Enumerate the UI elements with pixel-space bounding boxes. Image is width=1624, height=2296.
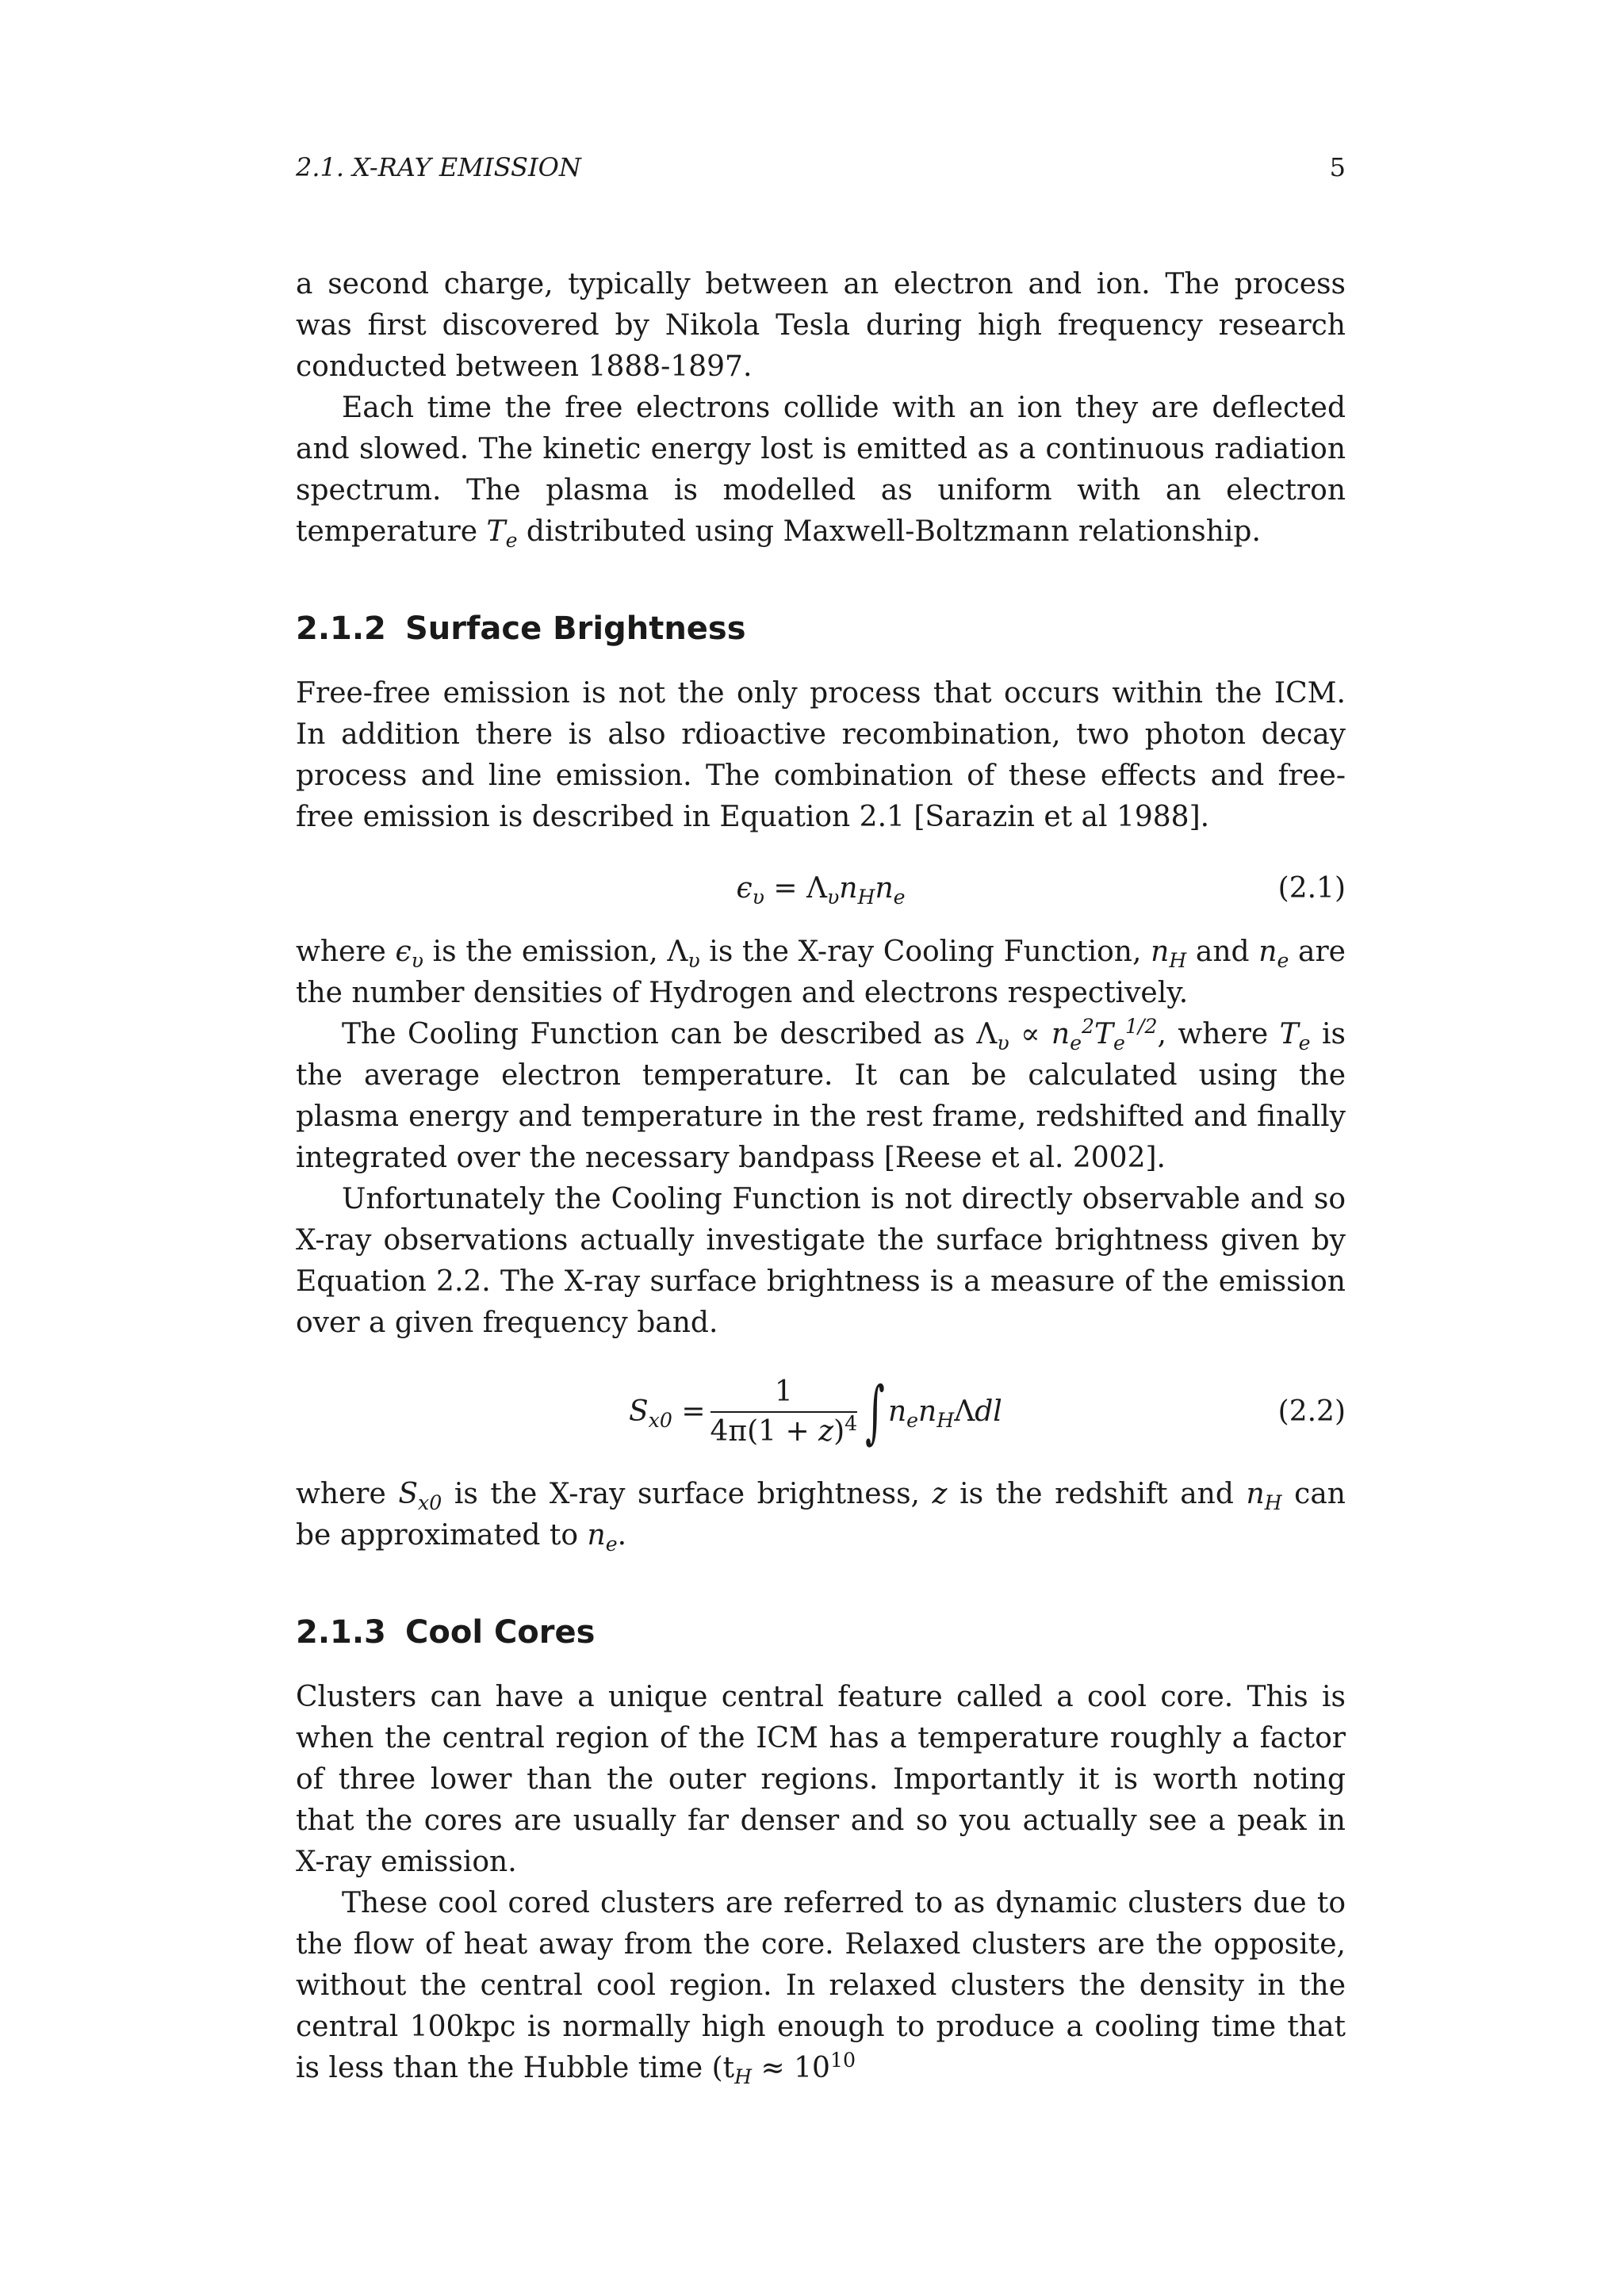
page-header — [296, 152, 1346, 192]
paragraph: These cool cored clusters are referred to as dynamic clusters due to the flow of heat away from the core. Relaxed clusters are the opposite, without the central cool region. In relaxed clusters the density in the central 100kpc is normally high enough to produce a cooling time that is less than the Hubble time ($t_H \approx 10^{10}$ — [296, 1887, 1346, 2089]
section-heading-2-1-3: 2.1.3 Cool Cores — [296, 1614, 596, 1651]
equation-body: $S_{x0}$ = $\frac{1}{4\pi(1 + z)^4}$ ∫ $n_en_H$ Λ dl — [629, 1372, 1002, 1452]
running-title: 2.1. X-RAY EMISSION — [296, 152, 581, 182]
paragraph: where $\epsilon_\upsilon$ is the emission, $\Lambda_\upsilon$ is the X-ray Cooling Function, $n_H$ and $n_e$ are the number densities of Hydrogen and electrons respectively. — [296, 936, 1346, 1009]
equation-number: (2.2) — [1277, 1395, 1346, 1428]
equation-2-1 — [296, 868, 1346, 916]
page-number: 5 — [1329, 152, 1346, 182]
paragraph: Clusters can have a unique central feature called a cool core. This is when the central region of the ICM has a temperature roughly a factor of three lower than the outer regions. Importantly it is worth noting that the cores are usually far denser and so you actually see a peak in X-ray emission. — [296, 1681, 1346, 1878]
paragraph: where $S_{x0}$ is the X-ray surface brightness, z is the redshift and $n_H$ can be approximated to $n_e$. — [296, 1478, 1346, 1556]
paragraph: Free-free emission is not the only process that occurs within the ICM. In addition there is also rdioactive recombination, two photon decay process and line emission. The combination of these effects and free-free emission is described in Equation 2.1 [Sarazin et al 1988]. — [296, 677, 1346, 833]
paragraph: a second charge, typically between an electron and ion. The process was first discovered by Nikola Tesla during high frequency research conducted between 1888-1897. — [296, 268, 1346, 383]
paragraph: Unfortunately the Cooling Function is not directly observable and so X-ray observations actually investigate the surface brightness given by Equation 2.2. The X-ray surface brightness is a measure of the emission over a given frequency band. — [296, 1183, 1346, 1339]
equation-body: $\epsilon_\upsilon = \Lambda_\upsilon n_Hn_e$ — [736, 872, 906, 909]
paragraph: The Cooling Function can be described as $\Lambda_\upsilon \propto n_e^2T_e^{1/2}$, where $T_e$ is the average electron temperature. It can be calculated using the plasma energy and temperature in the rest frame, redshifted and finally integrated over the necessary bandpass [Reese et al. 2002]. — [296, 1015, 1346, 1174]
section-heading-2-1-2: 2.1.2 Surface Brightness — [296, 610, 746, 647]
page-body — [296, 264, 1346, 2089]
equation-number: (2.1) — [1277, 872, 1346, 905]
paragraph: Each time the free electrons collide with an ion they are deflected and slowed. The kinetic energy lost is emitted as a continuous radiation spectrum. The plasma is modelled as uniform with an electron temperature $T_e$ distributed using Maxwell-Boltzmann relationship. — [296, 392, 1346, 553]
equation-2-2 — [296, 1364, 1346, 1460]
